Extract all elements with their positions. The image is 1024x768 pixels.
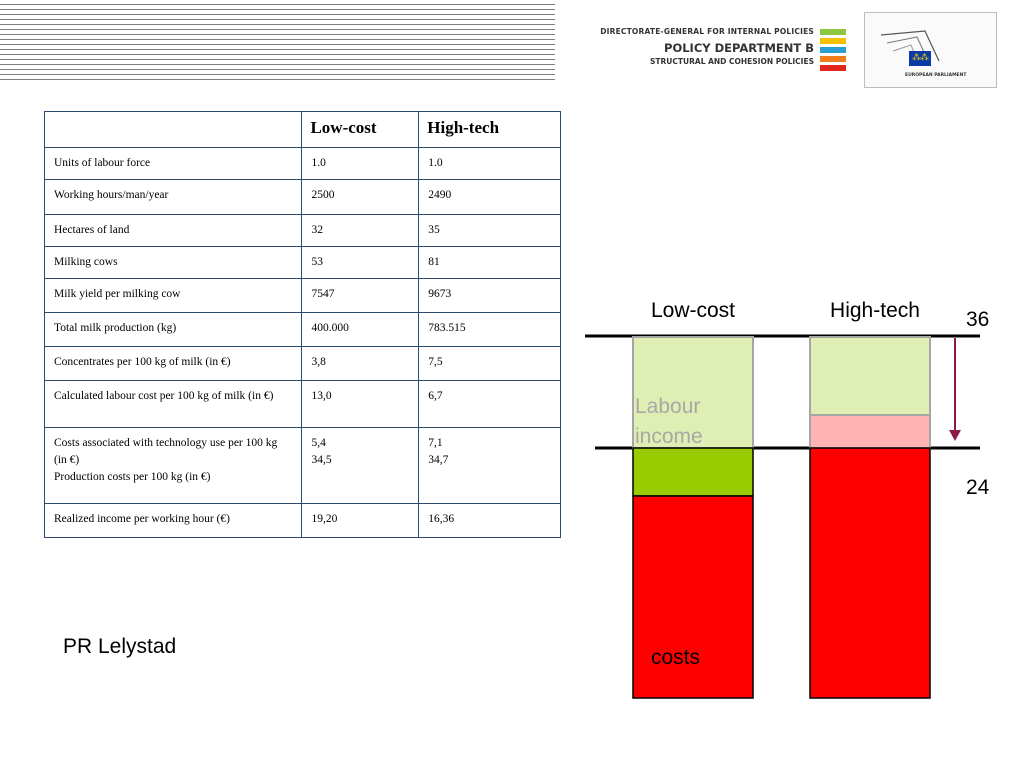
- table-row: [45, 347, 561, 381]
- category-label-high-tech: High-tech: [830, 299, 920, 322]
- row-label-cell: Calculated labour cost per 100 kg of milk (in €): [45, 381, 302, 428]
- green-bar: [820, 29, 846, 35]
- value-cell: 7,5: [419, 347, 561, 381]
- directorate-line: DIRECTORATE-GENERAL FOR INTERNAL POLICIES: [600, 27, 814, 36]
- value-cell: 2500: [302, 180, 419, 215]
- value-cell: 1.0: [302, 148, 419, 180]
- header-cell: Low-cost: [302, 112, 419, 148]
- structural-policies-line: STRUCTURAL AND COHESION POLICIES: [650, 57, 814, 66]
- footer-label: PR Lelystad: [63, 635, 177, 658]
- value-cell: 7547: [302, 279, 419, 313]
- red-bar: [820, 65, 846, 71]
- row-label-cell: Milking cows: [45, 247, 302, 279]
- table-row: [45, 215, 561, 247]
- value-cell: 783.515: [419, 313, 561, 347]
- eu-flag-icon: ⁂⁂: [909, 51, 931, 66]
- row-label-cell: Units of labour force: [45, 148, 302, 180]
- header-cell: [45, 112, 302, 148]
- category-label-low-cost: Low-cost: [650, 299, 736, 322]
- difference-arrow-head-icon: [949, 430, 961, 441]
- value-cell: 53: [302, 247, 419, 279]
- high-tech-reduced-income-segment: [810, 415, 930, 448]
- color-bars: [820, 29, 846, 74]
- row-label-cell: Milk yield per milking cow: [45, 279, 302, 313]
- row-label-cell: Costs associated with technology use per 100 kg (in €) Production costs per 100 kg (in €): [45, 428, 302, 504]
- blue-bar: [820, 47, 846, 53]
- table-row: [45, 504, 561, 538]
- row-label-cell: Hectares of land: [45, 215, 302, 247]
- header-stripes: [0, 4, 555, 84]
- table-row: [45, 313, 561, 347]
- header-cell: High-tech: [419, 112, 561, 148]
- y-mark-24: 24: [966, 476, 990, 499]
- table-row: [45, 247, 561, 279]
- european-parliament-logo: [864, 12, 997, 88]
- value-cell: 2490: [419, 180, 561, 215]
- row-label-cell: Total milk production (kg): [45, 313, 302, 347]
- value-cell: 6,7: [419, 381, 561, 428]
- value-cell: 400.000: [302, 313, 419, 347]
- logo-label: EUROPEAN PARLIAMENT: [905, 73, 967, 78]
- directorate-heading: [600, 27, 814, 66]
- high-tech-labour-income-segment: [810, 337, 930, 415]
- value-cell: 1.0: [419, 148, 561, 180]
- table-row: [45, 428, 561, 504]
- yellow-bar: [820, 38, 846, 44]
- high-tech-costs-segment: [810, 448, 930, 698]
- value-cell: 9673: [419, 279, 561, 313]
- cost-income-chart: [575, 285, 1015, 705]
- table-row: [45, 279, 561, 313]
- table-row: [45, 381, 561, 428]
- table-row: [45, 180, 561, 215]
- table-row: [45, 148, 561, 180]
- row-label-cell: Working hours/man/year: [45, 180, 302, 215]
- value-cell: 19,20: [302, 504, 419, 538]
- row-label-cell: Concentrates per 100 kg of milk (in €): [45, 347, 302, 381]
- table-header-row: [45, 112, 561, 148]
- farm-comparison-table: [44, 111, 561, 538]
- value-cell: 13,0: [302, 381, 419, 428]
- y-mark-36: 36: [966, 308, 990, 331]
- value-cell: 3,8: [302, 347, 419, 381]
- row-label-cell: Realized income per working hour (€): [45, 504, 302, 538]
- low-cost-technology-segment: [633, 448, 753, 496]
- value-cell: 5,4 34,5: [302, 428, 419, 504]
- value-cell: 32: [302, 215, 419, 247]
- value-cell: 16,36: [419, 504, 561, 538]
- value-cell: 35: [419, 215, 561, 247]
- parliament-arc-icon: [877, 21, 987, 71]
- policy-department-line: POLICY DEPARTMENT B: [664, 41, 814, 55]
- value-cell: 81: [419, 247, 561, 279]
- annotation-costs: costs: [651, 646, 701, 669]
- orange-bar: [820, 56, 846, 62]
- annotation-labour-income: Labour income: [635, 395, 703, 448]
- value-cell: 7,1 34,7: [419, 428, 561, 504]
